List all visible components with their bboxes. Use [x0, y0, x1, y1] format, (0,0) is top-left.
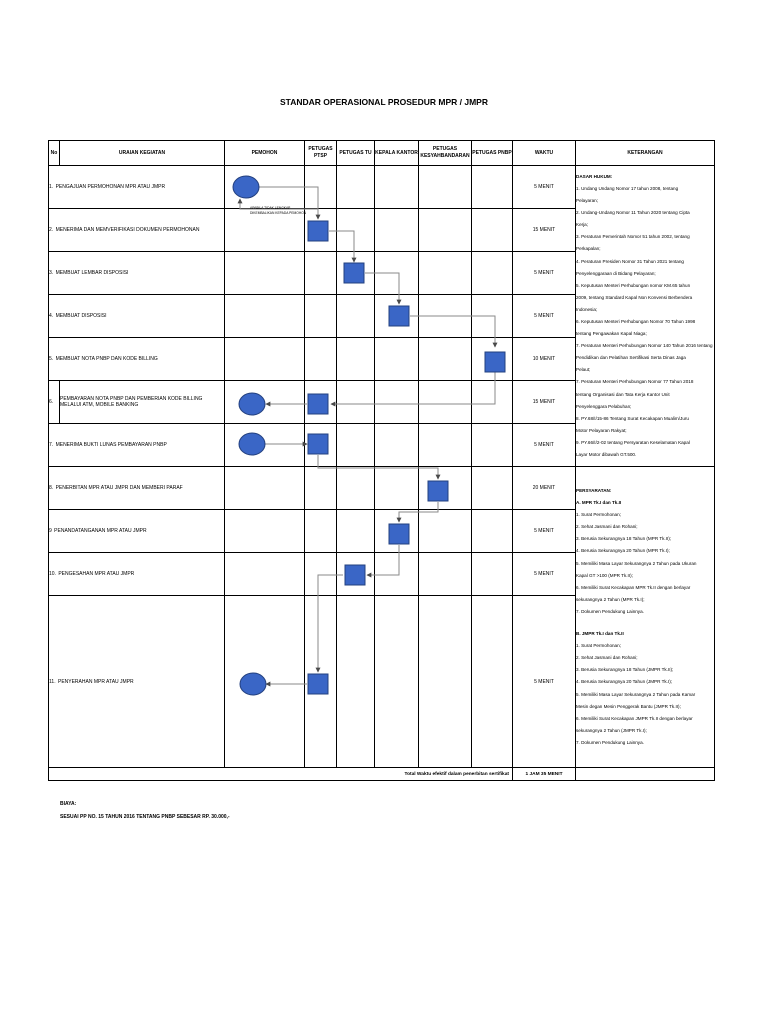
cell-ptsp [305, 295, 337, 338]
cell-ptsp [305, 424, 337, 467]
keterangan-line: sekurangnya 2 Tahun (MPR Tk.I); [576, 596, 645, 602]
time-cell: 10 MENIT [513, 338, 576, 381]
keterangan-line: 3. Peraturan Pemerintah Nomor 51 tahun 2002, tentang [576, 234, 690, 240]
activity-cell [49, 338, 225, 381]
cell-pemohon [225, 166, 305, 209]
keterangan-line: Motor Pelayaran Rakyat; [576, 427, 627, 433]
keterangan-line: 2. Sehat Jasmani dan Rohani; [576, 655, 638, 661]
cell-pemohon [225, 596, 305, 768]
dasar-hukum-title: DASAR HUKUM: [576, 173, 613, 179]
table-row [49, 467, 715, 510]
cell-tu [337, 166, 375, 209]
cell-syahbandar [419, 596, 472, 768]
spacer [576, 618, 714, 628]
cell-pemohon [225, 553, 305, 596]
header-ptsp [305, 141, 337, 166]
keterangan-line: 3. Berusia Sekurangnya 18 Tahun (JMPR Tk.II); [576, 667, 674, 673]
keterangan-line: sekurangnya 2 Tahun (JMPR Tk.I); [576, 727, 647, 733]
row-number: 5. [49, 356, 54, 362]
time-cell: 5 MENIT [513, 510, 576, 553]
keterangan-line: Kapal GT >100 (MPR Tk.II); [576, 572, 633, 578]
row-number: 1. [49, 184, 54, 190]
cell-syahbandar [419, 424, 472, 467]
cell-pemohon [225, 338, 305, 381]
cell-ptsp [305, 467, 337, 510]
cell-tu [337, 338, 375, 381]
keterangan-line: 7. Dokumen Pendukung Lainnya. [576, 739, 644, 745]
keterangan-line: 2. Sehat Jasmani dan Rohani; [576, 524, 638, 530]
cell-ptsp [305, 510, 337, 553]
keterangan-line: 7. Dokumen Pendukung Lainnya. [576, 608, 644, 614]
persyaratan-title: PERSYARATAN: [576, 488, 612, 494]
cell-kepala [375, 209, 419, 252]
cell-syahbandar [419, 209, 472, 252]
flow-note: APABILA TIDAK LENGKAP DIKEMBALIKAN KEPADA PEMOHON [250, 206, 307, 215]
header-no: No [49, 141, 60, 166]
page-title: STANDAR OPERASIONAL PROSEDUR MPR / JMPR [280, 97, 488, 107]
cell-tu [337, 252, 375, 295]
keterangan-line: 5. Memiliki Masa Layar Sekurangnya 2 Tahun pada Kamar [576, 691, 696, 697]
activity-cell [49, 166, 225, 209]
keterangan-line: Mesin degan Mesin Penggerak Bantu (JMPR Tk.II); [576, 703, 681, 709]
cell-ptsp [305, 553, 337, 596]
cell-pemohon [225, 424, 305, 467]
header-pemohon: PEMOHON [225, 141, 305, 166]
header-syah-line1: PETUGAS [432, 146, 458, 153]
jmpr-title: B. JMPR Tk.I dan Tk.II [576, 631, 624, 637]
cell-syahbandar [419, 381, 472, 424]
time-cell: 5 MENIT [513, 424, 576, 467]
keterangan-line: 2009, tentang Standard Kapal Non Konvensi Berbendera [576, 294, 693, 300]
header-uraian: URAIAN KEGIATAN [60, 141, 225, 166]
total-row [49, 768, 715, 781]
activity-cell [49, 295, 225, 338]
header-keterangan: KETERANGAN [576, 141, 715, 166]
keterangan-line: Pelaut; [576, 367, 591, 373]
cell-ptsp [305, 596, 337, 768]
cell-ptsp [305, 166, 337, 209]
row-number: 4. [49, 313, 54, 319]
cell-kepala [375, 166, 419, 209]
activity-cell [49, 596, 225, 768]
time-cell: 20 MENIT [513, 467, 576, 510]
row-number: 6. [49, 381, 60, 424]
sop-table [48, 140, 715, 781]
keterangan-line: 1. Undang Undang Nomor 17 tahun 2008, tentang [576, 185, 679, 191]
mpr-list [576, 509, 714, 618]
biaya-text: SESUAI PP NO. 15 TAHUN 2016 TENTANG PNBP SEBESAR RP. 30.000,- [60, 814, 230, 820]
keterangan-line: 6. Memiliki Surat Kecakapan JMPR Tk.II dengan berlayar [576, 715, 693, 721]
total-value: 1 JAM 35 MENIT [513, 768, 576, 781]
keterangan-line: 6. Memiliki Surat Kecakapan MPR Tk.II dengan berlayar [576, 584, 691, 590]
keterangan-line: Pendidikan dan Pelatihan Sertifikasi Serta Dinas Jaga [576, 355, 686, 361]
header-ptsp-line1: PETUGAS [308, 146, 333, 153]
activity-text: MENERIMA BUKTI LUNAS PEMBAYARAN PNBP [55, 442, 167, 448]
activity-cell [49, 553, 225, 596]
keterangan-line: 7. Peraturan Menteri Perhubungan Nomor 77 Tahun 2018 [576, 379, 694, 385]
keterangan-line: Penyelenggara Pelabuhan; [576, 403, 632, 409]
cell-pemohon [225, 252, 305, 295]
activity-text: PENERBITAN MPR ATAU JMPR DAN MEMBERI PARAF [55, 485, 183, 491]
cell-syahbandar [419, 338, 472, 381]
keterangan-line: Pelayaran; [576, 198, 598, 204]
cell-pnbp [472, 467, 513, 510]
cell-kepala [375, 424, 419, 467]
cell-pnbp [472, 295, 513, 338]
activity-cell [49, 209, 225, 252]
cell-tu [337, 596, 375, 768]
cell-syahbandar [419, 467, 472, 510]
cell-kepala [375, 338, 419, 381]
keterangan-persyaratan [576, 467, 715, 768]
activity-text: MENERIMA DAN MEMVERIFIKASI DOKUMEN PERMOHONAN [55, 227, 200, 233]
cell-kepala [375, 553, 419, 596]
time-cell: 5 MENIT [513, 252, 576, 295]
activity-text: MEMBUAT NOTA PNBP DAN KODE BILLING [55, 356, 158, 362]
cell-pnbp [472, 338, 513, 381]
cell-pnbp [472, 424, 513, 467]
total-label: Total Waktu efektif dalam penerbitan sertifikat [49, 768, 513, 781]
cell-ptsp [305, 209, 337, 252]
time-cell: 5 MENIT [513, 295, 576, 338]
activity-text: MEMBUAT DISPOSISI [55, 313, 107, 319]
row-number: 3. [49, 270, 54, 276]
mpr-title: A. MPR Tk.I dan Tk.II [576, 500, 622, 506]
header-syahbandar [419, 141, 472, 166]
activity-cell [49, 510, 225, 553]
cell-tu [337, 381, 375, 424]
activity-cell [49, 424, 225, 467]
keterangan-line: tentang Organisasi dan Tata Kerja Kantor Unit [576, 391, 670, 397]
keterangan-line: 1. Surat Permohonan; [576, 643, 621, 649]
keterangan-line: 4. Berusia Sekurangnya 20 Tahun (JMPR Tk.I); [576, 679, 673, 685]
keterangan-line: 9. PY.66/I/2-02 tentang Persyaratan Keselamatan Kapal [576, 439, 690, 445]
cell-tu [337, 467, 375, 510]
time-cell: 5 MENIT [513, 166, 576, 209]
cell-kepala [375, 510, 419, 553]
biaya-section [60, 798, 230, 824]
keterangan-line: 4. Peraturan Presiden Nomor 31 Tahun 2021 tentang [576, 258, 684, 264]
cell-kepala [375, 295, 419, 338]
time-cell: 5 MENIT [513, 596, 576, 768]
cell-syahbandar [419, 166, 472, 209]
keterangan-line: tentang Pengawakan Kapal Niaga; [576, 331, 647, 337]
header-pnbp: PETUGAS PNBP [472, 141, 513, 166]
biaya-label: BIAYA: [60, 801, 77, 807]
jmpr-list [576, 640, 714, 749]
header-syah-line2: KESYAHBANDARAN [420, 153, 470, 159]
keterangan-line: 1. Surat Permohonan; [576, 512, 621, 518]
cell-ptsp [305, 381, 337, 424]
keterangan-line: 8. PY.68/I/15-86 Tentang Surat Kecakapan Mualim/Juru [576, 415, 689, 421]
activity-text: MEMBUAT LEMBAR DISPOSISI [55, 270, 129, 276]
keterangan-line: Perkapalan; [576, 246, 601, 252]
cell-tu [337, 553, 375, 596]
cell-pnbp [472, 553, 513, 596]
cell-syahbandar [419, 510, 472, 553]
keterangan-line: Indonesia; [576, 306, 598, 312]
cell-syahbandar [419, 252, 472, 295]
activity-text: PENYERAHAN MPR ATAU JMPR [57, 678, 134, 685]
cell-kepala [375, 252, 419, 295]
header-ptsp-line2: PTSP [313, 153, 328, 159]
activity-text: PENGAJUAN PERMOHONAN MPR ATAU JMPR [55, 184, 166, 190]
time-cell: 15 MENIT [513, 381, 576, 424]
cell-ptsp [305, 252, 337, 295]
cell-kepala [375, 467, 419, 510]
cell-tu [337, 510, 375, 553]
cell-kepala [375, 596, 419, 768]
cell-syahbandar [419, 553, 472, 596]
cell-pemohon [225, 381, 305, 424]
row-number: 10. [49, 571, 56, 577]
keterangan-line: 5. Keputusan Menteri Perhubungan nomor KM.65 tahun [576, 282, 691, 288]
cell-tu [337, 424, 375, 467]
row-number: 8. [49, 485, 54, 491]
time-cell: 15 MENIT [513, 209, 576, 252]
activity-cell [49, 467, 225, 510]
cell-pnbp [472, 596, 513, 768]
cell-pnbp [472, 381, 513, 424]
time-cell: 5 MENIT [513, 553, 576, 596]
activity-text: PEMBAYARAN NOTA PNBP DAN PEMBERIAN KODE BILLING MELALUI ATM, MOBILE BANKING [60, 381, 225, 424]
keterangan-line: 3. Berusia Sekurangnya 18 Tahun (MPR Tk.II); [576, 536, 672, 542]
row-number: 7. [49, 442, 54, 448]
row-number: 11. [49, 678, 56, 685]
row-number: 2. [49, 227, 54, 233]
keterangan-dasar-hukum [576, 166, 715, 467]
header-kepala: KEPALA KANTOR [375, 141, 419, 166]
cell-pnbp [472, 209, 513, 252]
keterangan-line: Layar Motor dibawah GT.500. [576, 452, 637, 458]
cell-ptsp [305, 338, 337, 381]
cell-syahbandar [419, 295, 472, 338]
cell-tu [337, 209, 375, 252]
keterangan-line: 6. Keputusan Menteri Perhubungan Nomor 70 Tahun 1998 [576, 319, 696, 324]
keterangan-line: 4. Berusia Sekurangnya 20 Tahun (MPR Tk.I); [576, 548, 670, 554]
cell-pnbp [472, 252, 513, 295]
cell-pnbp [472, 510, 513, 553]
table-row [49, 166, 715, 209]
total-empty-cell [576, 768, 715, 781]
activity-cell [49, 252, 225, 295]
cell-pemohon [225, 467, 305, 510]
cell-tu [337, 295, 375, 338]
cell-pemohon [225, 510, 305, 553]
activity-text: PENGESAHAN MPR ATAU JMPR [58, 571, 135, 577]
dasar-hukum-list [576, 183, 714, 461]
keterangan-line: 2. Undang-Undang Nomor 11 Tahun 2020 tentang Cipta [576, 210, 690, 216]
header-row [49, 141, 715, 166]
activity-text: PENANDATANGANAN MPR ATAU JMPR [54, 528, 147, 534]
header-tu: PETUGAS TU [337, 141, 375, 166]
keterangan-line: 7. Peraturan Menteri Perhubungan Nomor 140 Tahun 2016 tentang [576, 343, 713, 349]
cell-kepala [375, 381, 419, 424]
keterangan-line: 5. Memiliki Masa Layar Sekurangnya 2 Tahun pada Ukuran [576, 560, 697, 566]
header-waktu: WAKTU [513, 141, 576, 166]
cell-pnbp [472, 166, 513, 209]
keterangan-line: Penyelenggaraan di Bidang Pelayaran; [576, 270, 656, 276]
keterangan-line: Kerja; [576, 222, 589, 228]
row-number: 9 [49, 528, 52, 534]
cell-pemohon [225, 295, 305, 338]
